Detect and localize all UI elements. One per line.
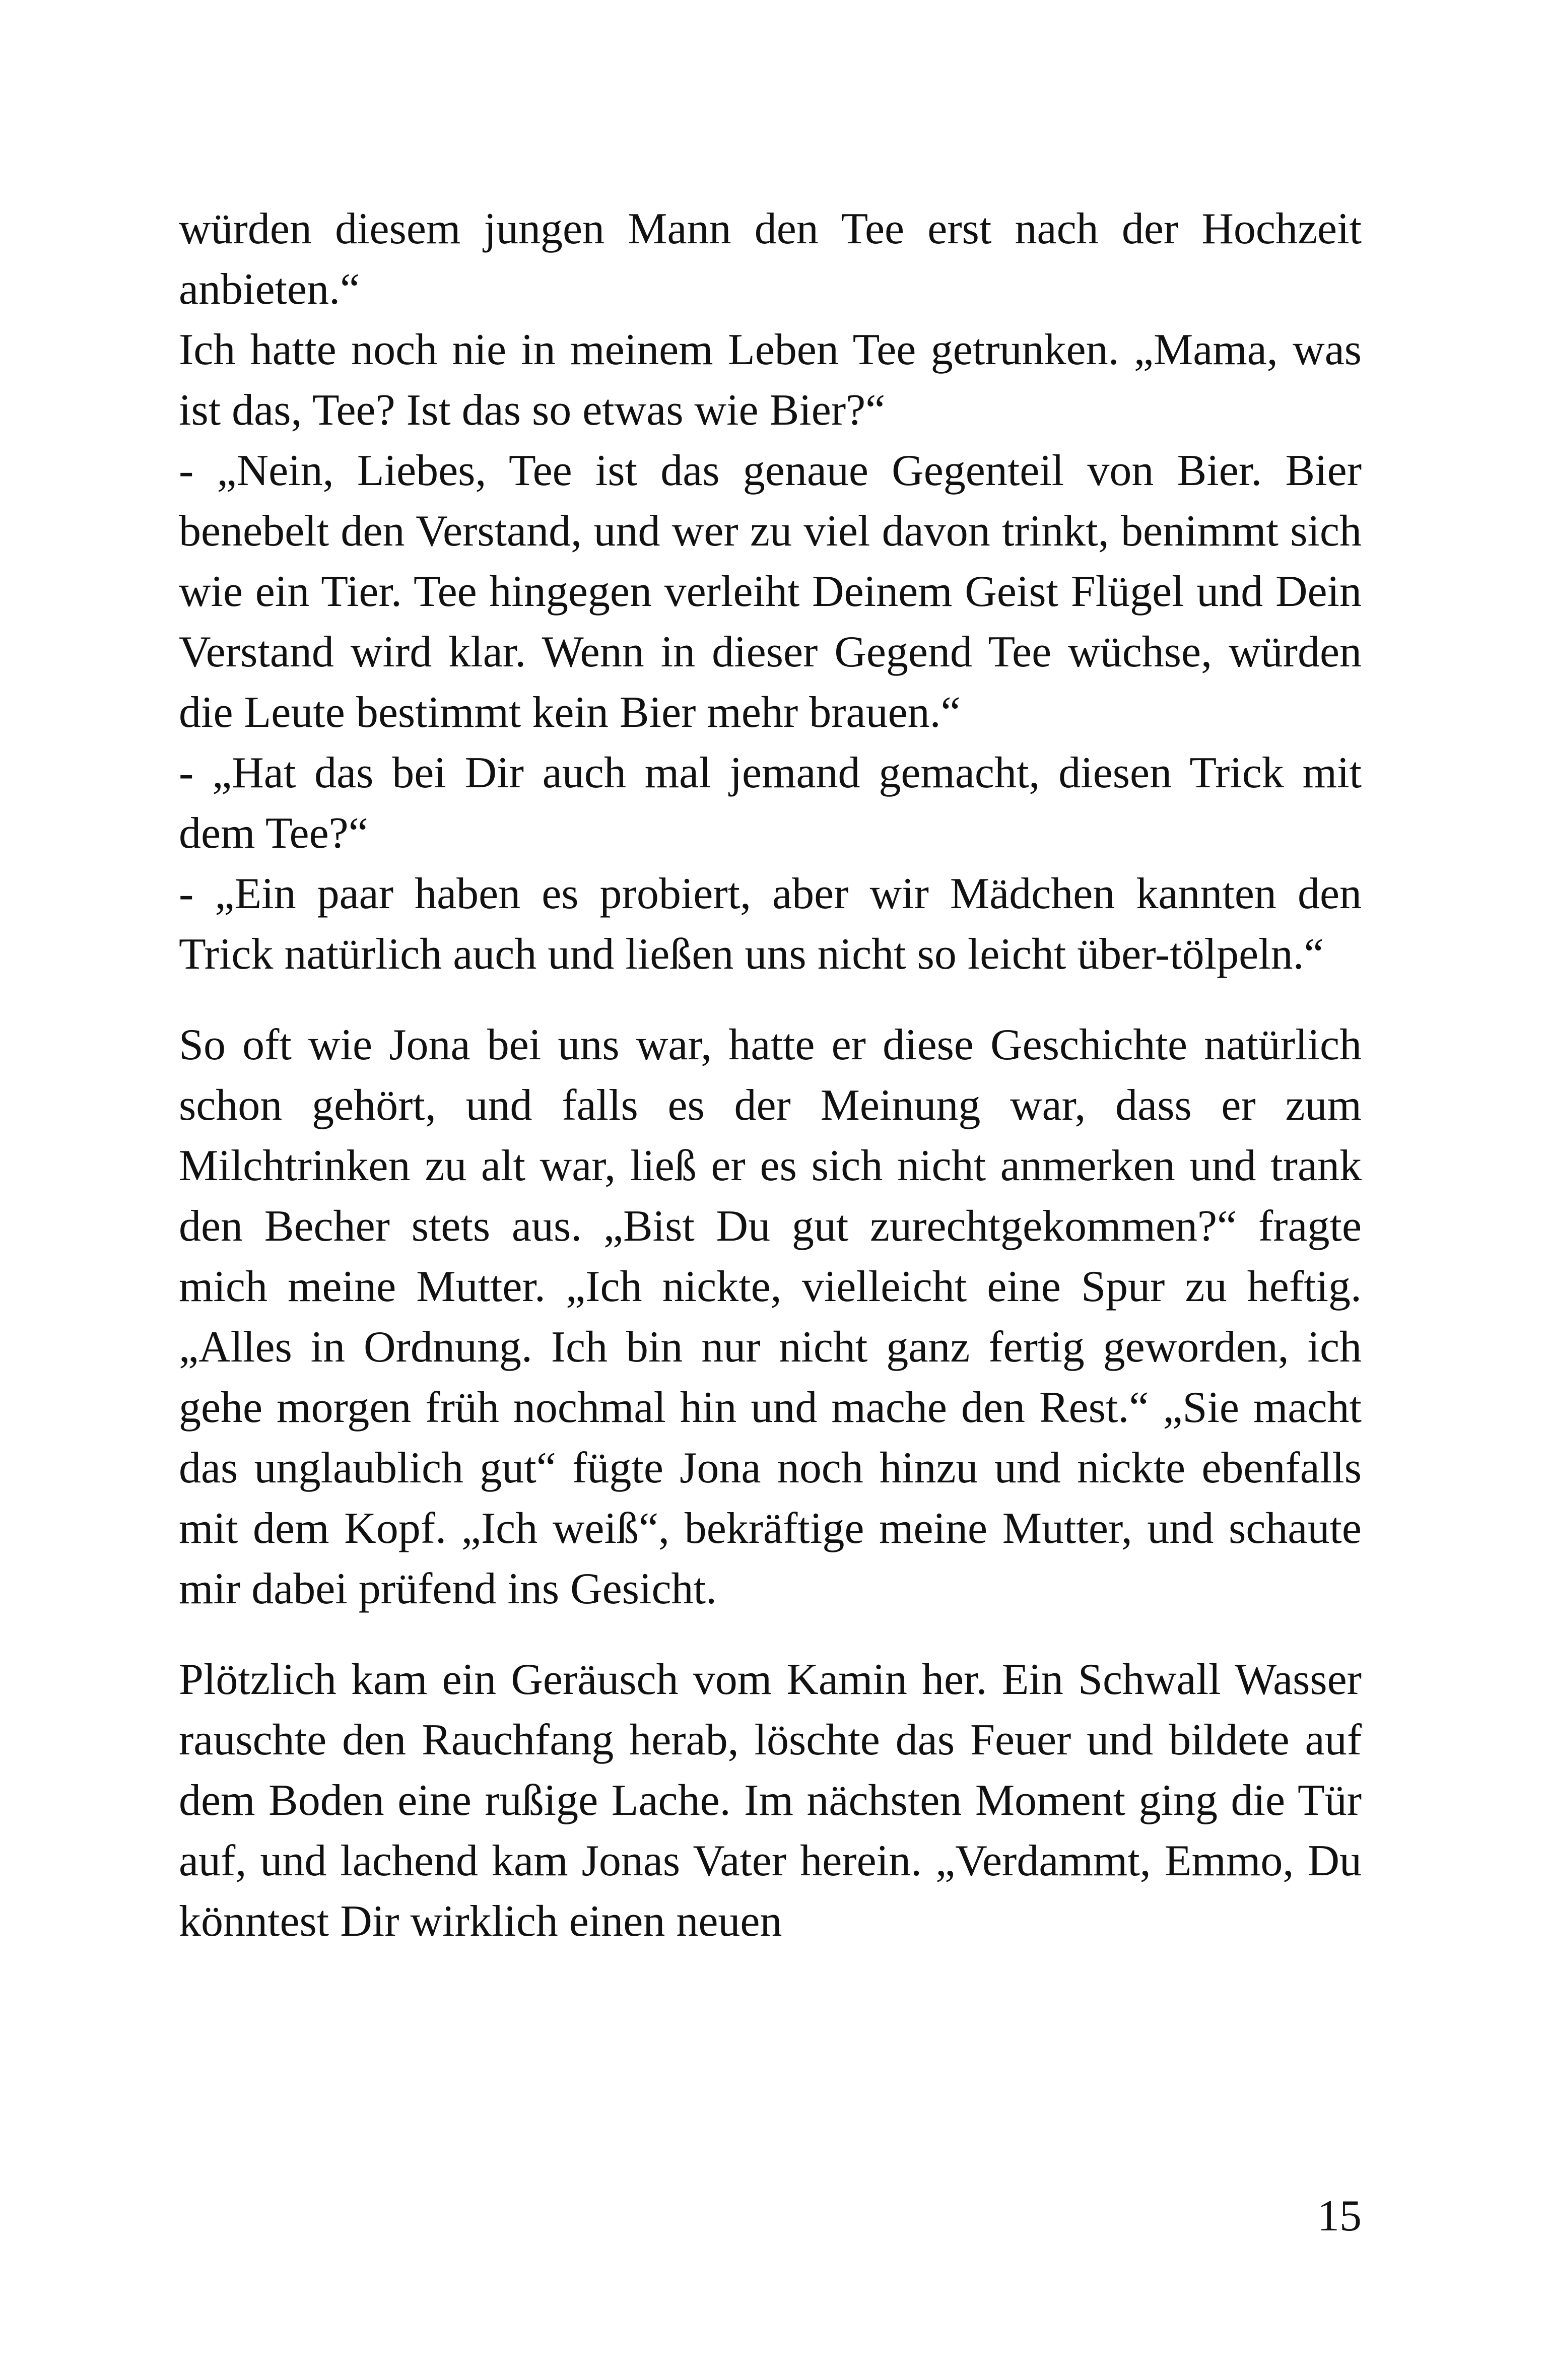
paragraph-3: - „Nein, Liebes, Tee ist das genaue Gegenteil von Bier. Bier benebelt den Verstand, und wer zu viel davon trinkt, benimmt sich wie ein Tier. Tee hingegen verleiht Deinem Geist Flügel und Dein Verstand wird klar. Wenn in dieser Gegend Tee wüchse, würden die Leute bestimmt kein Bier mehr brauen.“	[179, 446, 1362, 737]
paragraph-7: Plötzlich kam ein Geräusch vom Kamin her. Ein Schwall Wasser rauschte den Rauchfang herab, löschte das Feuer und bildete auf dem Boden eine rußige Lache. Im nächsten Moment ging die Tür auf, und lachend kam Jonas Vater herein. „Verdammt, Emmo, Du könntest Dir wirklich einen neuen	[179, 1655, 1362, 1946]
paragraph-5: - „Ein paar haben es probiert, aber wir Mädchen kannten den Trick natürlich auch und ließen uns nicht so leicht über-tölpeln.“	[179, 869, 1362, 979]
page-number: 15	[1317, 2192, 1362, 2240]
paragraph-6: So oft wie Jona bei uns war, hatte er diese Geschichte natürlich schon gehört, und falls es der Meinung war, dass er zum Milchtrinken zu alt war, ließ er es sich nicht anmerken und trank den Becher stets aus. „Bist Du gut zurechtgekommen?“ fragte mich meine Mutter. „Ich nickte, vielleicht eine Spur zu heftig. „Alles in Ordnung. Ich bin nur nicht ganz fertig geworden, ich gehe morgen früh nochmal hin und mache den Rest.“ „Sie macht das unglaublich gut“ fügte Jona noch hinzu und nickte ebenfalls mit dem Kopf. „Ich weiß“, bekräftige meine Mutter, und schaute mir dabei prüfend ins Gesicht.	[179, 1021, 1362, 1613]
paragraph-2: Ich hatte noch nie in meinem Leben Tee getrunken. „Mama, was ist das, Tee? Ist das so etwas wie Bier?“	[179, 325, 1362, 435]
paragraph-4: - „Hat das bei Dir auch mal jemand gemacht, diesen Trick mit dem Tee?“	[179, 749, 1362, 858]
paragraph-1: würden diesem jungen Mann den Tee erst nach der Hochzeit anbieten.“	[179, 205, 1362, 314]
body-text	[179, 199, 1362, 1952]
